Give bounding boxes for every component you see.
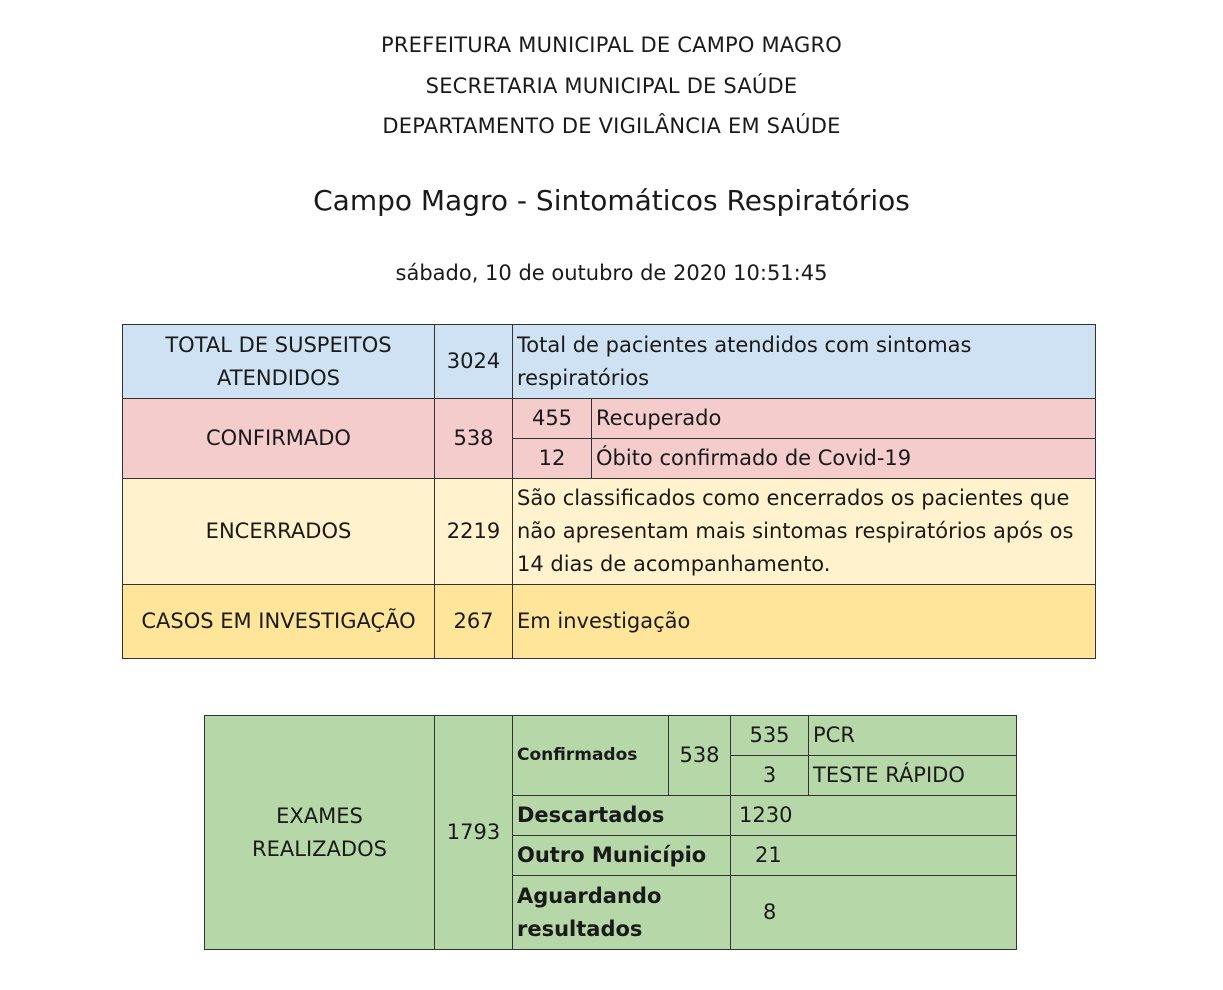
closed-value: 2219 xyxy=(435,479,513,585)
pending-value: 8 xyxy=(731,876,1017,950)
cases-table xyxy=(122,324,1096,659)
pcr-value: 535 xyxy=(731,716,809,756)
confirmed-label: CONFIRMADO xyxy=(123,399,435,479)
investigation-label: CASOS EM INVESTIGAÇÃO xyxy=(123,585,435,659)
exams-confirmed-label: Confirmados xyxy=(513,716,669,796)
header-secretaria: SECRETARIA MUNICIPAL DE SAÚDE xyxy=(425,74,798,98)
other-city-value: 21 xyxy=(731,836,1017,876)
rapid-label: TESTE RÁPIDO xyxy=(809,756,1017,796)
recovered-label: Recuperado xyxy=(592,399,1096,439)
report-date: sábado, 10 de outubro de 2020 10:51:45 xyxy=(395,261,828,285)
pending-label: Aguardando resultados xyxy=(513,876,731,950)
exams-confirmed-pcr-row xyxy=(205,716,1017,756)
closed-description: São classificados como encerrados os pacientes que não apresentam mais sintomas respiratórios após os 14 dias de acompanhamento. xyxy=(513,479,1096,585)
total-description: Total de pacientes atendidos com sintomas respiratórios xyxy=(513,325,1096,399)
closed-label: ENCERRADOS xyxy=(123,479,435,585)
header-departamento: DEPARTAMENTO DE VIGILÂNCIA EM SAÚDE xyxy=(382,114,841,138)
exams-confirmed-value: 538 xyxy=(669,716,731,796)
discarded-value: 1230 xyxy=(731,796,1017,836)
confirmed-row xyxy=(123,399,1096,439)
recovered-value: 455 xyxy=(513,399,592,439)
confirmed-value: 538 xyxy=(435,399,513,479)
closed-row xyxy=(123,479,1096,585)
investigation-value: 267 xyxy=(435,585,513,659)
exams-total: 1793 xyxy=(435,716,513,950)
deaths-label: Óbito confirmado de Covid-19 xyxy=(592,439,1096,479)
header-prefeitura: PREFEITURA MUNICIPAL DE CAMPO MAGRO xyxy=(381,33,842,57)
rapid-value: 3 xyxy=(731,756,809,796)
investigation-description: Em investigação xyxy=(513,585,1096,659)
total-row xyxy=(123,325,1096,399)
exams-label: EXAMES REALIZADOS xyxy=(205,716,435,950)
discarded-label: Descartados xyxy=(513,796,731,836)
investigation-row xyxy=(123,585,1096,659)
exams-table xyxy=(204,715,1017,950)
report-title: Campo Magro - Sintomáticos Respiratórios xyxy=(313,184,910,217)
total-value: 3024 xyxy=(435,325,513,399)
pcr-label: PCR xyxy=(809,716,1017,756)
other-city-label: Outro Município xyxy=(513,836,731,876)
total-label: TOTAL DE SUSPEITOS ATENDIDOS xyxy=(123,325,435,399)
deaths-value: 12 xyxy=(513,439,592,479)
